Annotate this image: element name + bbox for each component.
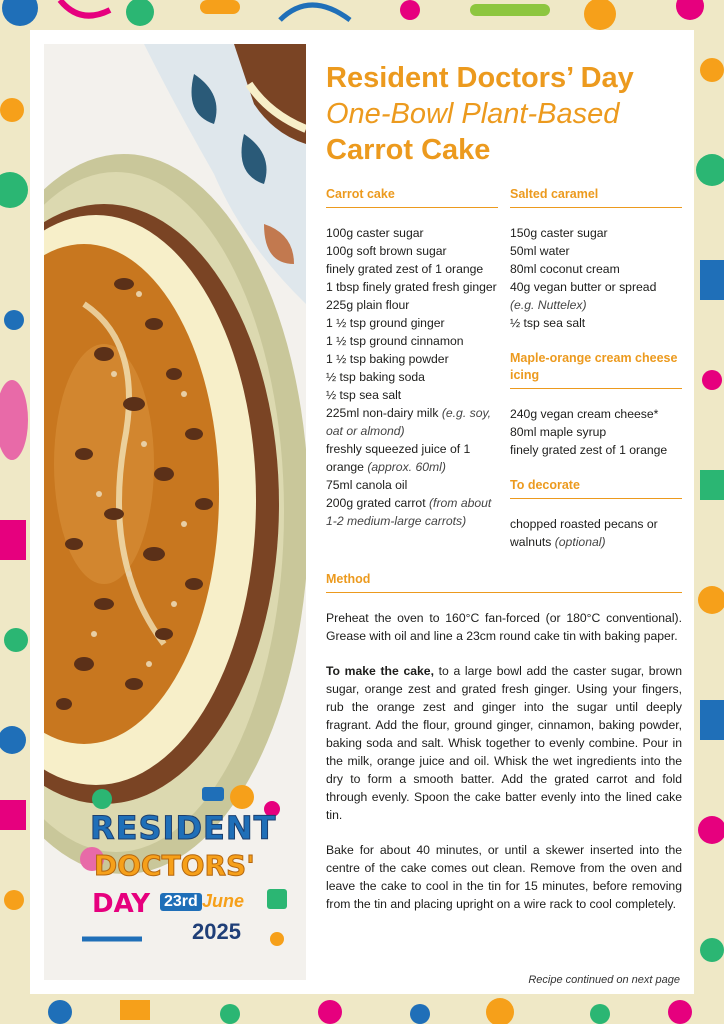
method-step-cake: [326, 662, 682, 824]
ingredient-item: [510, 441, 682, 459]
decorate-heading: To decorate: [510, 477, 682, 499]
ingredient-item: [510, 278, 682, 314]
ingredient-item: [510, 314, 682, 332]
method-heading: Method: [326, 571, 682, 593]
carrot-cake-heading: Carrot cake: [326, 186, 498, 208]
ingredient-item: [510, 242, 682, 260]
ingredient-text: 1 ½ tsp baking powder: [326, 352, 449, 366]
ingredient-item: [326, 404, 498, 440]
ingredients-right-column: [510, 186, 682, 551]
logo-year: 2025: [192, 919, 241, 944]
ingredient-item: [326, 314, 498, 332]
ingredient-note: (optional): [554, 535, 606, 549]
title-line-dish: Carrot Cake: [326, 134, 491, 166]
ingredient-text: finely grated zest of 1 orange: [326, 262, 484, 276]
ingredient-text: ½ tsp sea salt: [326, 388, 402, 402]
ingredient-item: [510, 423, 682, 441]
method-step-cake-text: to a large bowl add the caster sugar, brown sugar, orange zest and grated fresh ginger. Using your fingers, rub the orange zest and ginger into the sugar until deeply fragrant. Add the flour, ground ginger, cinnamon, baking powder, baking soda and salt. Whisk together to evenly combine. Pour in the milk, orange juice and oil. Whisk the wet ingredients into the dry to form a smooth batter. Add the grated carrot and fold through evenly. Spoon the cake batter evenly into the lined cake tin.: [326, 664, 683, 822]
salted-caramel-heading: Salted caramel: [510, 186, 682, 208]
ingredient-item: [510, 405, 682, 423]
method-step-bake: Bake for about 40 minutes, or until a skewer inserted into the centre of the cake comes out clean. Remove from the oven and leave the cake to cool in the tin for 15 minutes, before removing from the tin and placing upright on a wire rack to cool completely.: [326, 843, 682, 911]
ingredient-text: 200g grated carrot: [326, 496, 426, 510]
resident-doctors-day-logo: [72, 779, 292, 959]
ingredient-item: [510, 260, 682, 278]
ingredient-text: 225ml non-dairy milk: [326, 406, 439, 420]
ingredient-item: [326, 260, 498, 278]
ingredient-item: [326, 350, 498, 368]
ingredient-item: [326, 332, 498, 350]
ingredient-text: 225g plain flour: [326, 298, 410, 312]
ingredient-text: 40g vegan butter or spread: [510, 280, 657, 294]
logo-line-day: DAY: [92, 889, 151, 919]
ingredient-text: 1 ½ tsp ground ginger: [326, 316, 445, 330]
ingredient-text: freshly squeezed juice of 1 orange: [326, 442, 471, 474]
recipe-title: [326, 60, 682, 168]
ingredients-left-column: [326, 186, 498, 551]
ingredient-text: 100g caster sugar: [326, 226, 424, 240]
method-step-cake-lead: To make the cake,: [326, 664, 434, 678]
ingredient-note: (from about 1-2 medium-large carrots): [326, 496, 492, 528]
ingredient-item: [326, 224, 498, 242]
ingredient-item: [326, 296, 498, 314]
ingredient-item: [510, 515, 682, 551]
ingredient-text: 1 ½ tsp ground cinnamon: [326, 334, 464, 348]
ingredient-text: 1 tbsp finely grated fresh ginger: [326, 280, 497, 294]
ingredient-item: [326, 386, 498, 404]
icing-ingredients: [510, 405, 682, 459]
ingredient-item: [326, 476, 498, 494]
logo-date-day: 23rd: [160, 893, 202, 911]
decorate-ingredients: [510, 515, 682, 551]
ingredient-item: [326, 368, 498, 386]
logo-line-doctors: DOCTORS': [94, 849, 255, 882]
cake-photo: [44, 44, 306, 980]
salted-caramel-ingredients: [510, 224, 682, 332]
method-step-preheat: Preheat the oven to 160°C fan-forced (or 180°C conventional). Grease with oil and line a 23cm round cake tin with baking paper.: [326, 611, 682, 643]
ingredient-note: (e.g. Nuttelex): [510, 298, 587, 312]
ingredient-item: [326, 242, 498, 260]
continued-note: Recipe continued on next page: [528, 974, 680, 986]
ingredient-item: [326, 278, 498, 296]
ingredient-text: finely grated zest of 1 orange: [510, 443, 668, 457]
ingredient-text: 150g caster sugar: [510, 226, 608, 240]
ingredient-item: [326, 494, 498, 530]
recipe-content: [326, 60, 682, 930]
ingredient-text: 100g soft brown sugar: [326, 244, 447, 258]
title-line-event: Resident Doctors’ Day: [326, 62, 634, 94]
ingredient-text: 50ml water: [510, 244, 570, 258]
ingredient-text: 240g vegan cream cheese*: [510, 407, 659, 421]
ingredient-text: 80ml coconut cream: [510, 262, 620, 276]
ingredient-text: ½ tsp sea salt: [510, 316, 586, 330]
ingredient-note: (e.g. soy, oat or almond): [326, 406, 492, 438]
carrot-cake-ingredients: [326, 224, 498, 530]
ingredients-columns: [326, 186, 682, 551]
title-line-subtitle: One-Bowl Plant-Based: [326, 98, 620, 130]
ingredient-note: (approx. 60ml): [367, 460, 446, 474]
ingredient-text: 75ml canola oil: [326, 478, 408, 492]
logo-date-month: June: [202, 891, 245, 911]
logo-line-resident: RESIDENT: [90, 809, 277, 847]
ingredient-item: [510, 224, 682, 242]
ingredient-text: chopped roasted pecans or walnuts: [510, 517, 658, 549]
ingredient-text: 80ml maple syrup: [510, 425, 607, 439]
ingredient-item: [326, 440, 498, 476]
icing-heading: Maple-orange cream cheese icing: [510, 350, 682, 389]
ingredient-text: ½ tsp baking soda: [326, 370, 425, 384]
